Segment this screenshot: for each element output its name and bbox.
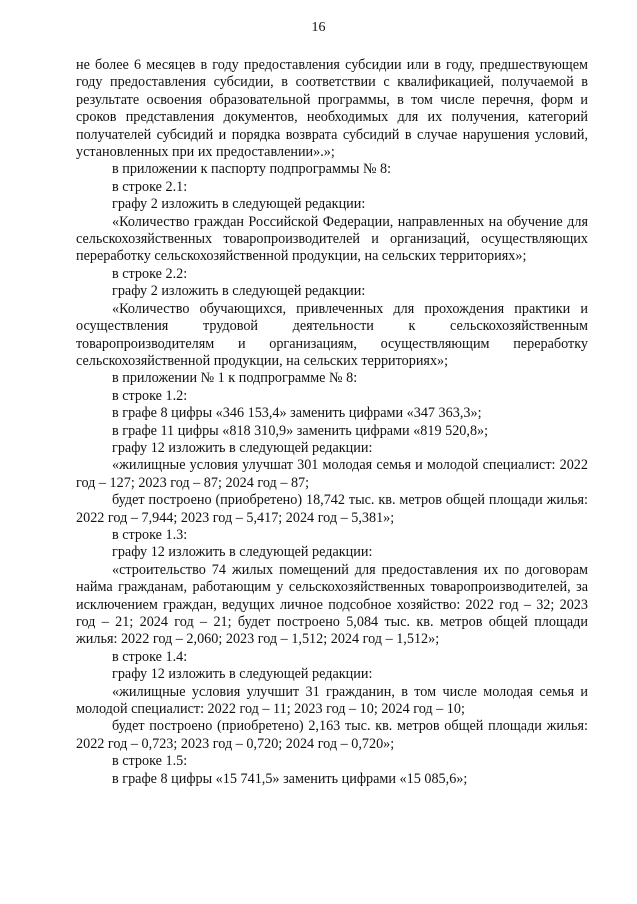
paragraph: в графе 11 цифры «818 310,9» заменить цифрами «819 520,8»; [112,422,489,439]
paragraph: будет построено (приобретено) 18,742 тыс. кв. метров общей площади жилья: 2022 год – 7,944; 2023 год – 5,417; 2024 год – 5,381»; [76,492,588,526]
paragraph: графу 12 изложить в следующей редакции: [112,439,373,456]
document-body [76,57,588,788]
paragraph: «жилищные условия улучшит 31 гражданин, в том числе молодая семья и молодой специалист: 2022 год – 11; 2023 год – 10; 2024 год – 10; [76,683,588,718]
paragraph: в строке 2.2: [112,265,188,282]
paragraph: в графе 8 цифры «346 153,4» заменить цифрами «347 363,3»; [112,405,482,422]
paragraph: «строительство 74 жилых помещений для предоставления их по договорам найма гражданам, работающим у сельскохозяйственных товаропроизводителей, за исключением граждан, ведущих личное подсобное хозяйство: 2022 год – 32; 2023 год – 21; 2024 год – 21; будет построено 5,084 тыс. кв. метров общей площади жилья: 2022 год – 2,060; 2023 год – 1,512; 2024 год – 1,512»; [76,561,588,648]
paragraph: графу 12 изложить в следующей редакции: [112,666,373,683]
paragraph: в приложении к паспорту подпрограммы № 8: [112,161,392,178]
paragraph: «Количество граждан Российской Федерации, направленных на обучение для сельскохозяйственных товаропроизводителей и организаций, осуществляющих переработку сельскохозяйственной продукции, на сельских территориях»; [76,213,588,265]
paragraph-continuation: не более 6 месяцев в году предоставления субсидии или в году, предшествующем году предоставления субсидии, в соответствии с квалификацией, получаемой в результате освоения образовательной программы, в том числе перечня, форм и сроков представления документов, необходимых для их получения, категорий получателей субсидий и порядка возврата субсидий в случае нарушения условий, установленных при их предоставлении».»; [76,57,588,161]
paragraph: в строке 1.2: [112,387,188,404]
paragraph: в приложении № 1 к подпрограмме № 8: [112,370,358,387]
paragraph: в строке 2.1: [112,178,188,195]
paragraph: «жилищные условия улучшат 301 молодая семья и молодой специалист: 2022 год – 127; 2023 год – 87; 2024 год – 87; [76,457,588,491]
paragraph: графу 2 изложить в следующей редакции: [112,196,366,213]
page-number: 16 [311,20,326,35]
paragraph: в строке 1.5: [112,753,188,770]
paragraph: «Количество обучающихся, привлеченных для прохождения практики и осуществления трудовой деятельности к сельскохозяйственным товаропроизводителям и организациям, осуществляющим переработку сельскохозяйственной продукции, на сельских территориях»; [76,300,588,369]
paragraph: будет построено (приобретено) 2,163 тыс. кв. метров общей площади жилья: 2022 год – 0,723; 2023 год – 0,720; 2024 год – 0,720»; [76,718,588,752]
paragraph: в строке 1.4: [112,648,188,665]
paragraph: графу 2 изложить в следующей редакции: [112,283,366,300]
paragraph: в графе 8 цифры «15 741,5» заменить цифрами «15 085,6»; [112,770,468,787]
paragraph: в строке 1.3: [112,526,188,543]
paragraph: графу 12 изложить в следующей редакции: [112,544,373,561]
